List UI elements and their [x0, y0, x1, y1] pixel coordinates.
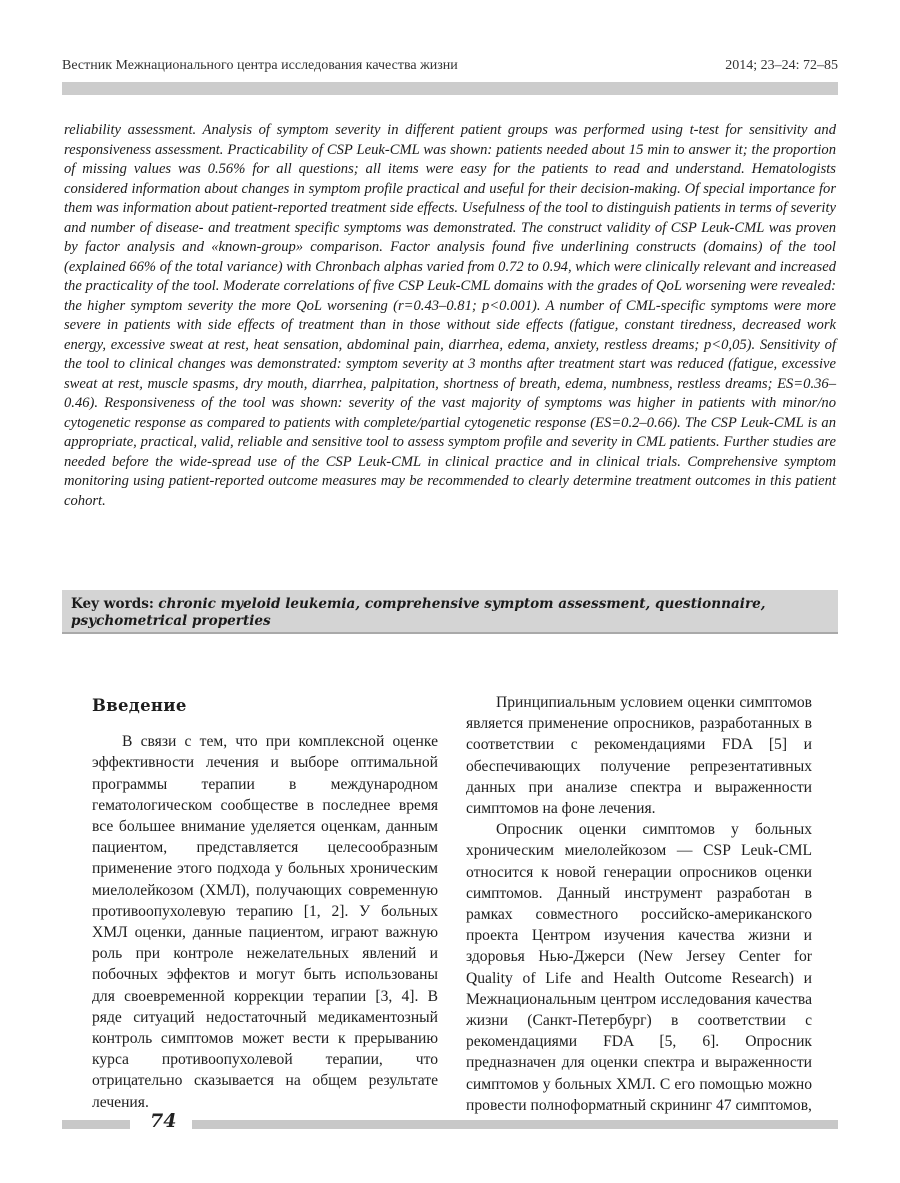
footer-bar-right: [192, 1120, 838, 1129]
right-column: [466, 692, 812, 1116]
journal-title: Вестник Межнационального центра исследования качества жизни: [62, 58, 458, 73]
issue-info: 2014; 23–24: 72–85: [725, 58, 838, 73]
left-column: [92, 690, 438, 1113]
intro-paragraph: Опросник оценки симптомов у больных хроническим миелолейкозом — CSP Leuk-CML относится к новой генерации опросников оценки симптомов. Данный инструмент разработан в рамках совместного российско-американского проекта Центром изучения качества жизни и здоровья Нью-Джерси (New Jersey Center for Quality of Life and Health Outcome Research) и Межнациональным центром исследования качества жизни (Санкт-Петербург) в соответствии с рекомендациями FDA [5, 6]. Опросник предназначен для оценки спектра и выраженности симптомов у больных ХМЛ. С его помощью можно провести полноформатный скрининг 47 симптомов,: [466, 821, 812, 1114]
keywords-label: Key words:: [71, 596, 154, 612]
header-bar: [62, 82, 838, 95]
intro-paragraph: В связи с тем, что при комплексной оценке эффективности лечения и выборе оптимальной программы терапии в международном гематологическом сообществе в последнее время все большее внимание уделяется оценкам, данным пациентом, представляется целесообразным применение этого подхода у больных хроническим миелолейкозом (ХМЛ), получающих современную противоопухолевую терапию [1, 2]. У больных ХМЛ оценки, данные пациентом, играют важную роль при контроле нежелательных явлений и побочных эффектов и могут быть использованы для своевременной коррекции терапии [3, 4]. В ряде ситуаций недостаточный медикаментозный контроль симптомов может вести к прерыванию курса противоопухолевой терапии, что отрицательно сказывается на общем результате лечения.: [92, 733, 438, 1111]
keywords-box: [62, 590, 838, 634]
keywords-text: chronic myeloid leukemia, comprehensive symptom assessment, questionnaire, psychometrical properties: [71, 596, 766, 629]
running-header: [62, 58, 838, 74]
footer-bar-left: [62, 1120, 130, 1129]
intro-paragraph: Принципиальным условием оценки симптомов является применение опросников, разработанных в соответствии с рекомендациями FDA [5] и обеспечивающих получение репрезентативных данных при анализе спектра и выраженности симптомов на фоне лечения.: [466, 694, 812, 818]
page-number: 74: [150, 1110, 177, 1132]
section-title: Введение: [92, 696, 187, 715]
abstract-text: reliability assessment. Analysis of symptom severity in different patient groups was performed using t-test for sensitivity and responsiveness assessment. Practicability of CSP Leuk-CML was shown: patients needed about 15 min to answer it; the proportion of missing values was 0.56% for all questions; all items were easy for the patients to read and understand. Hematologists considered information about changes in symptom profile practical and useful for their decision-making. Of special importance for them was information about patient-reported treatment side effects. Usefulness of the tool to distinguish patients in terms of severity and number of disease- and treatment specific symptoms was demonstrated. The construct validity of CSP Leuk-CML was proven by factor analysis and «known-group» comparison. Factor analysis found five underlining constructs (domains) of the tool (explained 66% of the total variance) with Chronbach alphas varied from 0.72 to 0.94, which were clinically relevant and increased the practicality of the tool. Moderate correlations of five CSP Leuk-CML domains with the grades of QoL worsening were revealed: the higher symptom severity the more QoL worsening (r=0.43–0.81; p<0.001). A number of CML-specific symptoms were more severe in patients with side effects of treatment than in those without side effects (fatigue, constant tiredness, decreased work energy, excessive sweat at rest, heat sensation, abdominal pain, diarrhea, edema, anxiety, restless dreams; p<0,05). Sensitivity of the tool to clinical changes was demonstrated: symptom severity at 3 months after treatment start was reduced (fatigue, excessive sweat at rest, muscle spasms, dry mouth, diarrhea, palpitation, shortness of breath, edema, numbness, restless dreams; ES=0.36–0.46). Responsiveness of the tool was shown: severity of the vast majority of symptoms was higher in patients with minor/no cytogenetic response as compared to patients with complete/partial cytogenetic response (ES=0.2–0.66). The CSP Leuk-CML is an appropriate, practical, valid, reliable and sensitive tool to assess symptom profile and severity in CML patients. Further studies are needed before the wide-spread use of the CSP Leuk-CML in clinical practice and in clinical trials. Comprehensive symptom monitoring using patient-reported outcome measures may be recommended to clearly determine treatment outcomes in this patient cohort.: [64, 122, 836, 509]
